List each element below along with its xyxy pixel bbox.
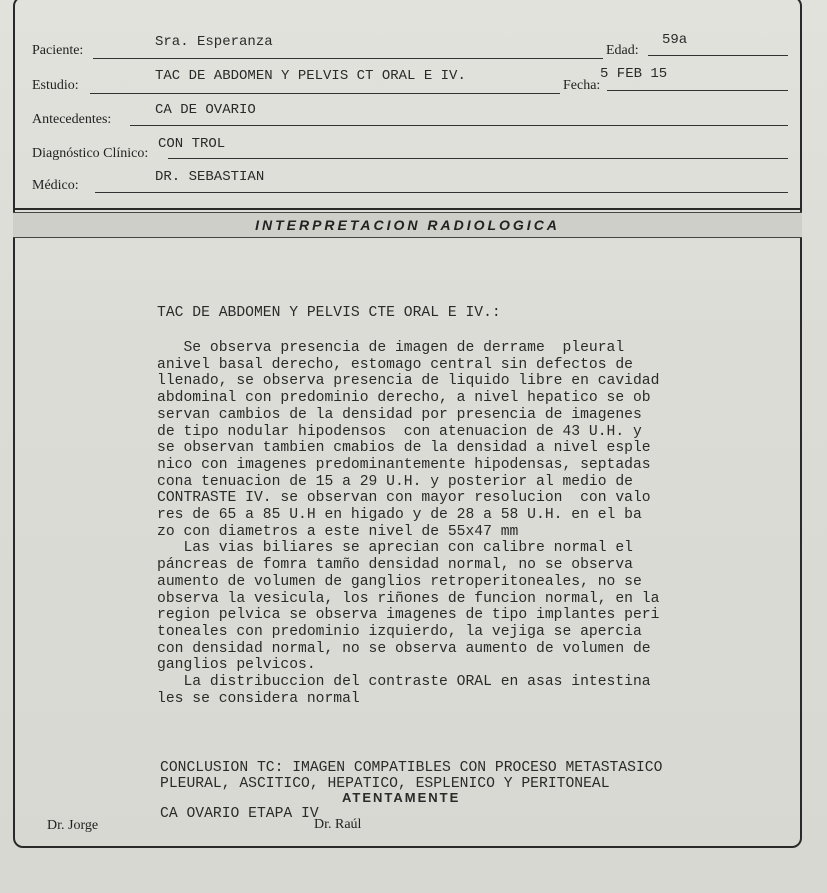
report-line: con densidad normal, no se observa aumento de volumen de [157, 640, 651, 657]
paciente-line [93, 58, 603, 59]
medico-line [95, 192, 788, 193]
report-line: abdominal con predominio derecho, a nivel hepatico se ob [157, 390, 651, 407]
report-body [157, 340, 757, 707]
paciente-label: Paciente: [32, 43, 84, 58]
report-line: les se considera normal [157, 690, 360, 707]
report-line: La distribuccion del contraste ORAL en asas intestina [157, 674, 651, 691]
report-line: servan cambios de la densidad por presencia de imagenes [157, 406, 642, 423]
report-line: zo con diametros a este nivel de 55x47 mm [157, 523, 519, 540]
atentamente: ATENTAMENTE [342, 790, 461, 805]
conclusion-line-2: PLEURAL, ASCITICO, HEPATICO, ESPLENICO Y PERITONEAL [160, 776, 610, 792]
report-line: Las vias biliares se aprecian con calibre normal el [157, 540, 633, 557]
diagnostico-label: Diagnóstico Clínico: [32, 146, 149, 161]
conclusion-line-1: CONCLUSION TC: IMAGEN COMPATIBLES CON PROCESO METASTASICO [160, 760, 663, 776]
report-line: cona tenuacion de 15 a 29 U.H. y posterior al medio de [157, 473, 633, 490]
report-line: páncreas de fomra tamño densidad normal, no se observa [157, 557, 633, 574]
report-line: CONTRASTE IV. se observan con mayor resolucion con valo [157, 490, 651, 507]
report-line: llenado, se observa presencia de liquido libre en cavidad [157, 373, 660, 390]
report-line: observa la vesicula, los riñones de funcion normal, en la [157, 590, 660, 607]
edad-label: Edad: [606, 43, 639, 58]
section-title: INTERPRETACION RADIOLOGICA [255, 217, 560, 233]
header-divider [13, 208, 802, 210]
section-band [13, 212, 802, 238]
report-line: aumento de volumen de ganglios retroperitoneales, no se [157, 573, 642, 590]
estudio-value: TAC DE ABDOMEN Y PELVIS CT ORAL E IV. [155, 68, 466, 84]
diagnostico-value: CON TROL [158, 136, 226, 152]
signature-right: Dr. Raúl [314, 817, 362, 832]
antecedentes-line [130, 125, 788, 126]
estudio-line [90, 93, 560, 94]
report-heading: TAC DE ABDOMEN Y PELVIS CTE ORAL E IV.: [157, 305, 501, 321]
report-line: nico con imagenes predominantemente hipodensas, septadas [157, 456, 651, 473]
antecedentes-value: CA DE OVARIO [155, 102, 256, 118]
estudio-label: Estudio: [32, 78, 79, 93]
report-line: toneales con predominio izquierdo, la vejiga se apercia [157, 623, 642, 640]
diagnostico-line [168, 158, 788, 159]
report-line: de tipo nodular hipodensos con atenuacion de 43 U.H. y [157, 423, 642, 440]
fecha-line [607, 90, 788, 91]
report-line: Se observa presencia de imagen de derrame pleural [157, 340, 625, 356]
signature-left: Dr. Jorge [47, 818, 99, 833]
report-line: anivel basal derecho, estomago central sin defectos de [157, 356, 633, 373]
edad-line [648, 55, 788, 56]
report-line: region pelvica se observa imagenes de tipo implantes peri [157, 607, 660, 624]
fecha-label: Fecha: [563, 78, 601, 93]
report-line: ganglios pelvicos. [157, 657, 316, 674]
fecha-value: 5 FEB 15 [600, 66, 668, 82]
medico-label: Médico: [32, 178, 79, 193]
report-line: se observan tambien cmabios de la densidad a nivel esple [157, 440, 651, 457]
conclusion-line-3: CA OVARIO ETAPA IV [160, 806, 319, 822]
edad-value: 59a [662, 32, 688, 48]
antecedentes-label: Antecedentes: [32, 112, 112, 127]
report-line: res de 65 a 85 U.H en higado y de 28 a 58 U.H. en el ba [157, 507, 642, 524]
paciente-value: Sra. Esperanza [155, 34, 273, 50]
medico-value: DR. SEBASTIAN [155, 169, 265, 185]
